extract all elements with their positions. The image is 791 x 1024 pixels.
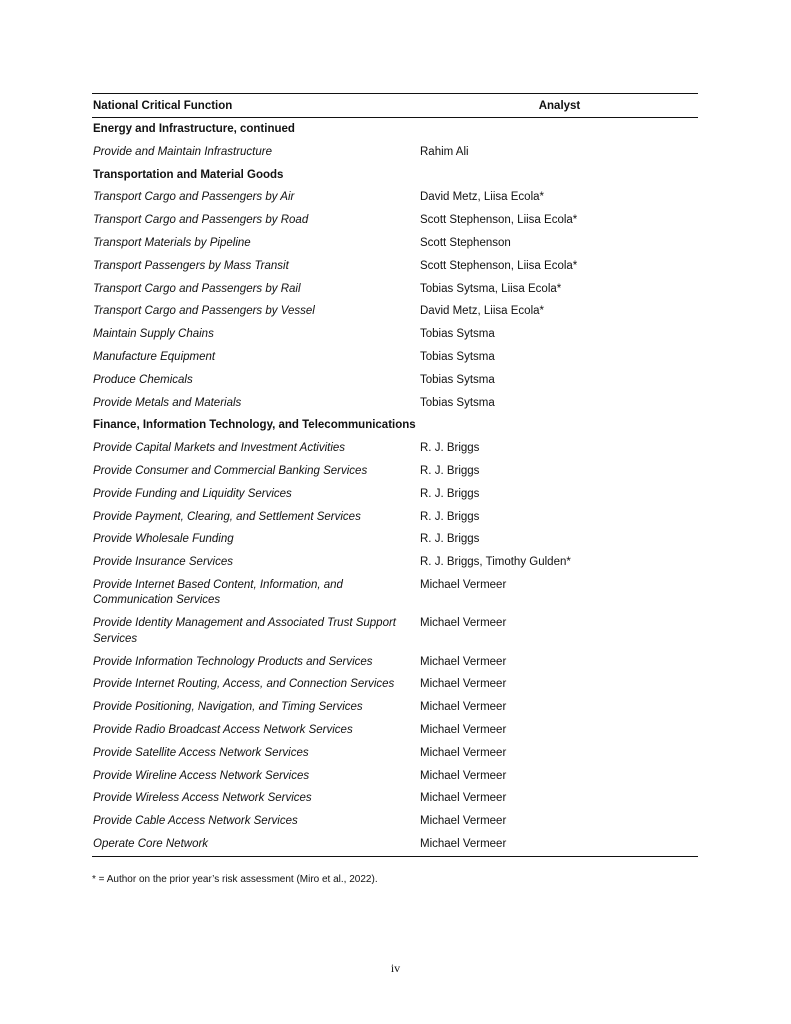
function-cell: Provide Wireless Access Network Services bbox=[93, 792, 312, 805]
function-cell: Provide Identity Management and Associated Trust Support Services bbox=[93, 617, 396, 645]
function-cell: Provide Payment, Clearing, and Settlement Services bbox=[93, 510, 361, 523]
table-row bbox=[92, 528, 698, 551]
function-cell: Provide Internet Routing, Access, and Connection Services bbox=[93, 678, 395, 691]
analyst-cell: Michael Vermeer bbox=[420, 578, 507, 591]
analyst-cell: R. J. Briggs bbox=[420, 533, 480, 546]
function-cell: Operate Core Network bbox=[93, 837, 209, 850]
function-cell: Provide Funding and Liquidity Services bbox=[93, 487, 292, 500]
table-header-row bbox=[92, 94, 698, 117]
header-function: National Critical Function bbox=[93, 99, 233, 112]
table-row bbox=[92, 673, 698, 696]
function-cell: Transport Materials by Pipeline bbox=[93, 236, 251, 249]
analyst-cell: R. J. Briggs bbox=[420, 442, 480, 455]
analyst-cell: R. J. Briggs bbox=[420, 510, 480, 523]
function-cell: Provide Metals and Materials bbox=[93, 396, 242, 409]
analyst-cell: Michael Vermeer bbox=[420, 701, 507, 714]
analyst-cell: Michael Vermeer bbox=[420, 769, 507, 782]
analyst-cell: Tobias Sytsma bbox=[420, 373, 495, 386]
table-row bbox=[92, 278, 698, 301]
table-row bbox=[92, 719, 698, 742]
analyst-cell: Tobias Sytsma bbox=[420, 396, 495, 409]
table-row bbox=[92, 437, 698, 460]
analyst-cell: Tobias Sytsma bbox=[420, 328, 495, 341]
function-cell: Maintain Supply Chains bbox=[93, 328, 214, 341]
function-cell: Transport Passengers by Mass Transit bbox=[93, 259, 289, 272]
analyst-cell: Michael Vermeer bbox=[420, 792, 507, 805]
table-row bbox=[92, 346, 698, 369]
function-cell: Transport Cargo and Passengers by Vessel bbox=[93, 305, 315, 318]
table-row bbox=[92, 369, 698, 392]
analyst-cell: Michael Vermeer bbox=[420, 837, 507, 850]
table-row bbox=[92, 833, 698, 856]
analyst-cell: Michael Vermeer bbox=[420, 815, 507, 828]
table-row bbox=[92, 300, 698, 323]
function-cell: Provide Cable Access Network Services bbox=[93, 815, 298, 828]
analyst-cell: Michael Vermeer bbox=[420, 617, 507, 630]
function-cell: Transport Cargo and Passengers by Rail bbox=[93, 282, 301, 295]
table-row bbox=[92, 742, 698, 765]
table-row bbox=[92, 551, 698, 574]
function-cell: Provide Positioning, Navigation, and Timing Services bbox=[93, 701, 363, 714]
section-heading: Finance, Information Technology, and Telecommunications bbox=[93, 419, 416, 432]
table-row bbox=[92, 392, 698, 415]
function-cell: Provide Wireline Access Network Services bbox=[93, 769, 310, 782]
analyst-cell: Michael Vermeer bbox=[420, 723, 507, 736]
function-cell: Provide Capital Markets and Investment Activities bbox=[93, 442, 346, 455]
ncf-analyst-table bbox=[92, 93, 698, 857]
header-analyst: Analyst bbox=[538, 99, 581, 112]
table-row bbox=[92, 612, 698, 650]
function-cell: Provide Information Technology Products and Services bbox=[93, 655, 373, 668]
section-heading: Energy and Infrastructure, continued bbox=[93, 123, 295, 135]
section-heading: Transportation and Material Goods bbox=[93, 168, 284, 181]
analyst-cell: Scott Stephenson bbox=[420, 236, 511, 249]
analyst-cell: David Metz, Liisa Ecola* bbox=[420, 191, 544, 204]
table-row bbox=[92, 232, 698, 255]
table-footnote: * = Author on the prior year’s risk assessment (Miro et al., 2022). bbox=[92, 874, 378, 885]
table-row bbox=[92, 483, 698, 506]
analyst-cell: David Metz, Liisa Ecola* bbox=[420, 305, 544, 318]
table-row bbox=[92, 255, 698, 278]
table-row bbox=[92, 810, 698, 833]
function-cell: Provide Satellite Access Network Services bbox=[93, 746, 309, 759]
function-cell: Produce Chemicals bbox=[93, 373, 193, 386]
table-row bbox=[92, 323, 698, 346]
analyst-cell: R. J. Briggs bbox=[420, 487, 480, 500]
table-row bbox=[92, 506, 698, 529]
table-row bbox=[92, 787, 698, 810]
table-body bbox=[92, 118, 698, 856]
page-number: iv bbox=[390, 961, 401, 975]
table-row bbox=[92, 186, 698, 209]
table-bottom-rule bbox=[92, 856, 698, 857]
analyst-cell: Michael Vermeer bbox=[420, 655, 507, 668]
table-row bbox=[92, 460, 698, 483]
function-cell: Provide Internet Based Content, Information, and Communication Services bbox=[93, 578, 343, 607]
table-row bbox=[92, 209, 698, 232]
analyst-cell: R. J. Briggs, Timothy Gulden* bbox=[420, 556, 571, 569]
function-cell: Manufacture Equipment bbox=[93, 350, 216, 363]
analyst-cell: Michael Vermeer bbox=[420, 746, 507, 759]
table-row bbox=[92, 696, 698, 719]
table-row bbox=[92, 765, 698, 788]
function-cell: Provide and Maintain Infrastructure bbox=[93, 145, 272, 158]
analyst-cell: Tobias Sytsma bbox=[420, 350, 495, 363]
function-cell: Provide Insurance Services bbox=[93, 556, 233, 569]
analyst-cell: Rahim Ali bbox=[420, 145, 469, 158]
analyst-cell: Scott Stephenson, Liisa Ecola* bbox=[420, 214, 578, 227]
function-cell: Provide Consumer and Commercial Banking Services bbox=[93, 464, 368, 477]
analyst-cell: R. J. Briggs bbox=[420, 464, 480, 477]
table-row bbox=[92, 574, 698, 612]
table-row bbox=[92, 141, 698, 164]
function-cell: Transport Cargo and Passengers by Road bbox=[93, 214, 309, 227]
analyst-cell: Scott Stephenson, Liisa Ecola* bbox=[420, 259, 578, 272]
function-cell: Provide Wholesale Funding bbox=[93, 533, 234, 546]
analyst-cell: Tobias Sytsma, Liisa Ecola* bbox=[420, 282, 562, 295]
function-cell: Provide Radio Broadcast Access Network Services bbox=[93, 723, 353, 736]
function-cell: Transport Cargo and Passengers by Air bbox=[93, 191, 295, 204]
analyst-cell: Michael Vermeer bbox=[420, 678, 507, 691]
table-row bbox=[92, 651, 698, 674]
